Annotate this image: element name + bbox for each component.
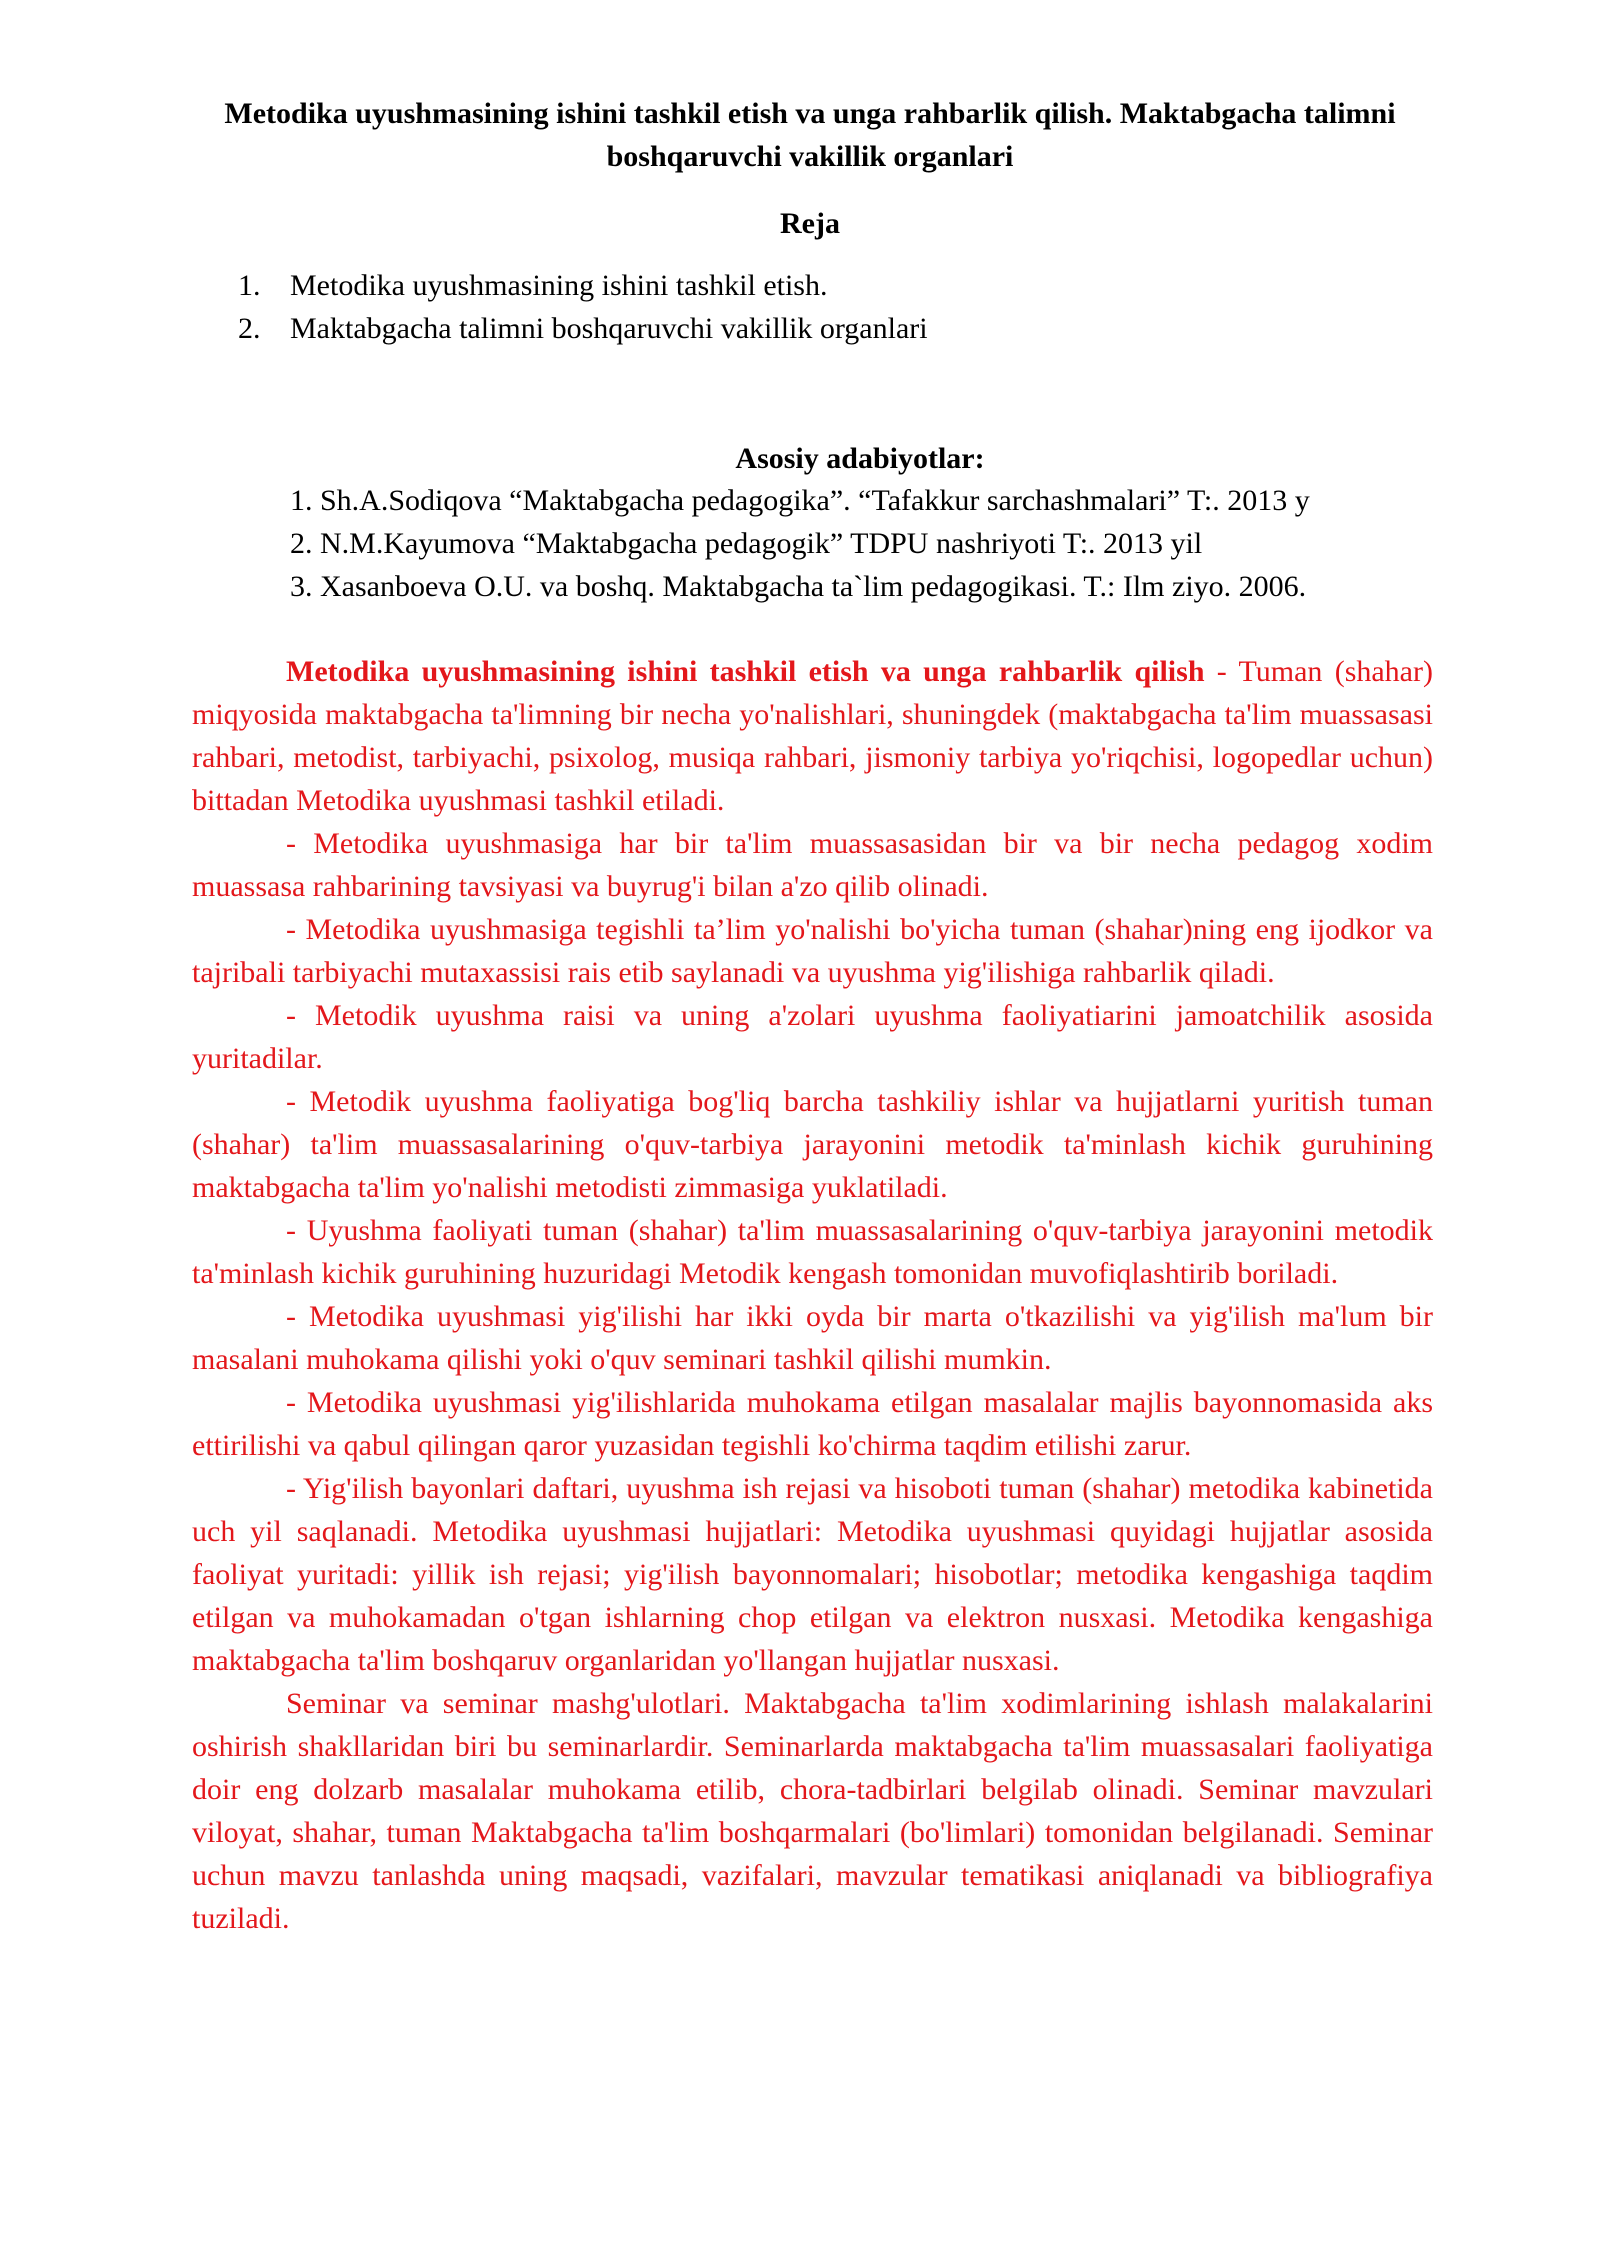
plan-heading: Reja <box>780 207 840 240</box>
body-paragraph: - Metodika uyushmasi yig'ilishi har ikki oyda bir marta o'tkazilishi va yig'ilish ma'lum bir masalani muhokama qilishi yoki o'quv seminari tashkil qilishi mumkin. <box>192 1300 1433 1376</box>
body-paragraph: - Metodik uyushma faoliyatiga bog'liq barcha tashkiliy ishlar va hujjatlarni yuritish tuman (shahar) ta'lim muassasalarining o'quv-tarbiya jarayonini metodik ta'minlash kichik guruhining maktabgacha ta'lim yo'nalishi metodisti zimmasiga yuklatiladi. <box>192 1085 1433 1204</box>
body-paragraph: - Metodika uyushmasiga har bir ta'lim muassasasidan bir va bir necha pedagog xodim muassasa rahbarining tavsiyasi va buyrug'i bilan a'zo qilib olinadi. <box>192 827 1433 903</box>
plan-item <box>238 307 928 350</box>
plan-item-text: Metodika uyushmasining ishini tashkil etish. <box>290 269 828 302</box>
body-paragraph: - Metodik uyushma raisi va uning a'zolari uyushma faoliyatiarini jamoatchilik asosida yuritadilar. <box>192 999 1433 1075</box>
body-paragraph: - Metodika uyushmasi yig'ilishlarida muhokama etilgan masalalar majlis bayonnomasida aks ettirilishi va qabul qilingan qaror yuzasidan tegishli ko'chirma taqdim etilishi zarur. <box>192 1386 1433 1462</box>
document-title: Metodika uyushmasining ishini tashkil etish va unga rahbarlik qilish. Maktabgacha talimni boshqaruvchi vakillik organlari <box>224 97 1396 173</box>
body-paragraph: - Yig'ilish bayonlari daftari, uyushma ish rejasi va hisoboti tuman (shahar) metodika kabinetida uch yil saqlanadi. Metodika uyushmasi hujjatlari: Metodika uyushmasi quyidagi hujjatlar asosida faoliyat yuritadi: yillik ish rejasi; yig'ilish bayonnomalari; hisobotlar; metodika kengashiga taqdim etilgan va muhokamadan o'tgan ishlarning chop etilgan va elektron nusxasi. Metodika kengashiga maktabgacha ta'lim boshqaruv organlaridan yo'llangan hujjatlar nusxasi. <box>192 1472 1433 1677</box>
body-paragraph: Seminar va seminar mashg'ulotlari. Maktabgacha ta'lim xodimlarining ishlash malakalarini oshirish shakllaridan biri bu seminarlardir. Seminarlarda maktabgacha ta'lim muassasalari faoliyatiga doir eng dolzarb masalalar muhokama etilib, chora-tadbirlari belgilab olinadi. Seminar mavzulari viloyat, shahar, tuman Maktabgacha ta'lim boshqarmalari (bo'limlari) tomonidan belgilanadi. Seminar uchun mavzu tanlashda uning maqsadi, vazifalari, mavzular tematikasi aniqlanadi va bibliografiya tuziladi. <box>192 1687 1433 1935</box>
intro-rest: - Tuman (shahar) miqyosida maktabgacha ta'limning bir necha yo'nalishlari, shuningdek (maktabgacha ta'lim muassasasi rahbari, metodist, tarbiyachi, psixolog, musiqa rahbari, jismoniy tarbiya yo'riqchisi, logopedlar uchun) bittadan Metodika uyushmasi tashkil etiladi. <box>192 655 1433 817</box>
body-text <box>192 650 1433 1940</box>
plan-item-number: 2. <box>238 312 261 345</box>
body-paragraph: - Metodika uyushmasiga tegishli ta’lim yo'nalishi bo'yicha tuman (shahar)ning eng ijodkor va tajribali tarbiyachi mutaxassisi rais etib saylanadi va uyushma yig'ilishiga rahbarlik qiladi. <box>192 913 1433 989</box>
intro-paragraph <box>192 650 1433 822</box>
body-paragraph: - Uyushma faoliyati tuman (shahar) ta'lim muassasalarining o'quv-tarbiya jarayonini metodik ta'minlash kichik guruhining huzuridagi Metodik kengash tomonidan muvofiqlashtirib boriladi. <box>192 1214 1433 1290</box>
literature-item: 2. N.M.Kayumova “Maktabgacha pedagogik” TDPU nashriyoti T:. 2013 yil <box>290 527 1203 560</box>
literature-item: 3. Xasanboeva O.U. va boshq. Maktabgacha ta`lim pedagogikasi. T.: Ilm ziyo. 2006. <box>290 570 1307 603</box>
literature-item: 1. Sh.A.Sodiqova “Maktabgacha pedagogika”. “Tafakkur sarchashmalari” T:. 2013 y <box>290 484 1310 517</box>
plan-item <box>238 264 928 307</box>
plan-list <box>238 264 928 350</box>
intro-lead: Metodika uyushmasining ishini tashkil etish va unga rahbarlik qilish <box>286 655 1205 688</box>
plan-item-text: Maktabgacha talimni boshqaruvchi vakillik organlari <box>290 312 928 345</box>
literature-list <box>290 479 1310 608</box>
plan-item-number: 1. <box>238 269 261 302</box>
literature-heading: Asosiy adabiyotlar: <box>735 442 985 475</box>
